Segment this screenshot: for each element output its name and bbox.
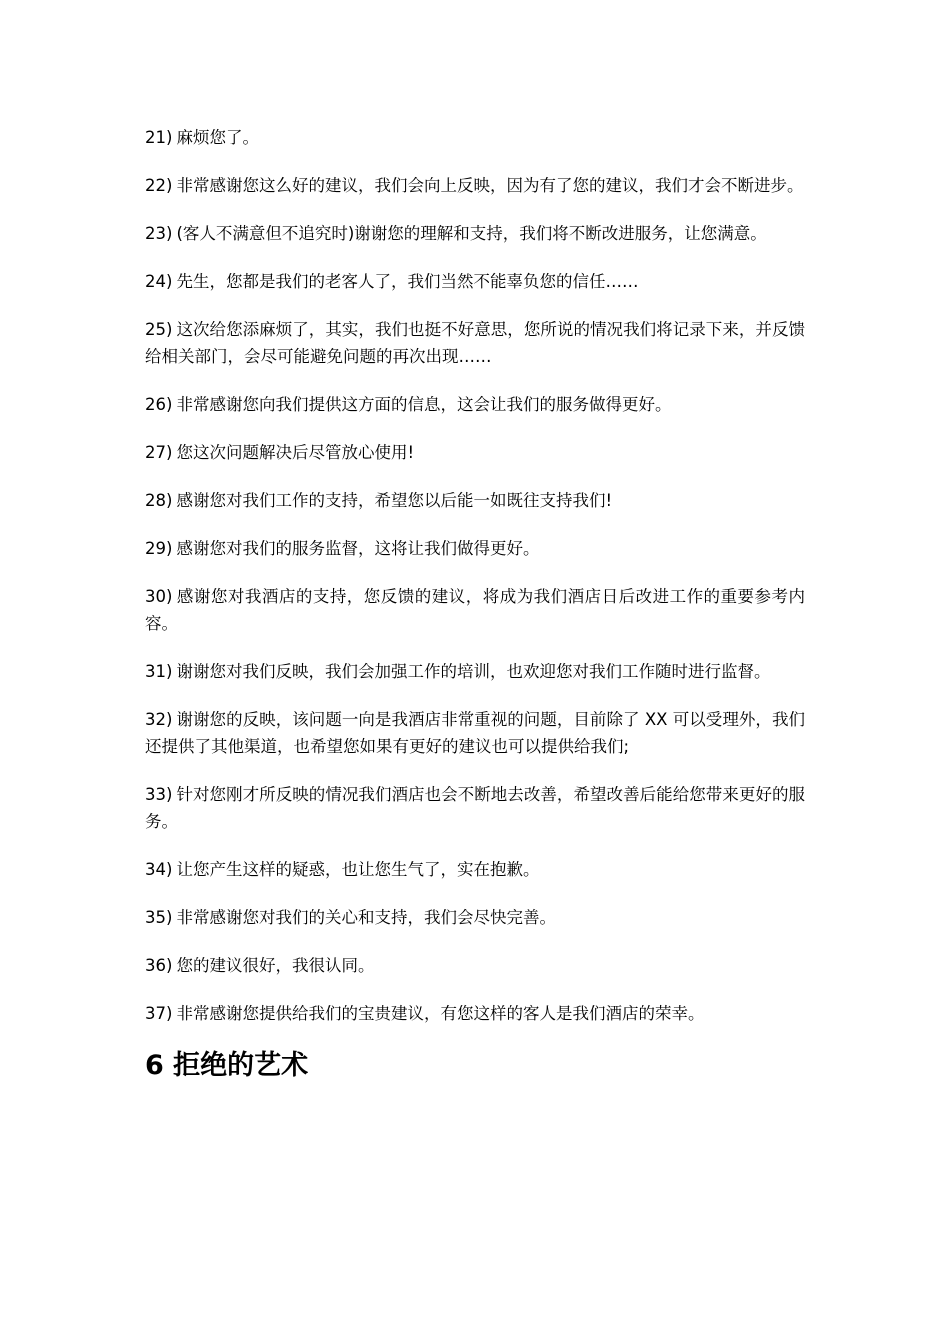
list-item-number: 30) bbox=[145, 587, 173, 606]
list-item bbox=[145, 172, 805, 199]
list-item bbox=[145, 952, 805, 979]
list-item-text: 针对您刚才所反映的情况我们酒店也会不断地去改善，希望改善后能给您带来更好的服务。 bbox=[145, 785, 805, 831]
list-item-text: 先生，您都是我们的老客人了，我们当然不能辜负您的信任…… bbox=[176, 272, 639, 291]
list-item-number: 25) bbox=[145, 320, 173, 339]
list-item-text: 感谢您对我们工作的支持，希望您以后能一如既往支持我们! bbox=[176, 491, 613, 510]
list-item bbox=[145, 124, 805, 151]
list-item bbox=[145, 1000, 805, 1027]
list-item-number: 35) bbox=[145, 908, 173, 927]
phrase-list bbox=[145, 124, 805, 1027]
list-item-number: 28) bbox=[145, 491, 173, 510]
list-item bbox=[145, 904, 805, 931]
list-item-number: 22) bbox=[145, 176, 173, 195]
list-item bbox=[145, 706, 805, 760]
list-item-text: 您这次问题解决后尽管放心使用! bbox=[176, 443, 415, 462]
list-item-text: (客人不满意但不追究时)谢谢您的理解和支持，我们将不断改进服务，让您满意。 bbox=[176, 224, 767, 243]
list-item bbox=[145, 268, 805, 295]
list-item-text: 感谢您对我们的服务监督，这将让我们做得更好。 bbox=[176, 539, 540, 558]
list-item-number: 33) bbox=[145, 785, 173, 804]
list-item-number: 34) bbox=[145, 860, 173, 879]
list-item-text: 谢谢您对我们反映，我们会加强工作的培训，也欢迎您对我们工作随时进行监督。 bbox=[176, 662, 771, 681]
list-item-text: 您的建议很好，我很认同。 bbox=[176, 956, 375, 975]
list-item-number: 32) bbox=[145, 710, 173, 729]
list-item-text: 非常感谢您向我们提供这方面的信息，这会让我们的服务做得更好。 bbox=[176, 395, 672, 414]
list-item-text: 让您产生这样的疑惑，也让您生气了，实在抱歉。 bbox=[176, 860, 540, 879]
list-item bbox=[145, 487, 805, 514]
list-item-number: 21) bbox=[145, 128, 173, 147]
list-item bbox=[145, 439, 805, 466]
list-item-text: 感谢您对我酒店的支持，您反馈的建议，将成为我们酒店日后改进工作的重要参考内容。 bbox=[145, 587, 805, 633]
list-item-number: 24) bbox=[145, 272, 173, 291]
list-item-number: 26) bbox=[145, 395, 173, 414]
list-item-number: 31) bbox=[145, 662, 173, 681]
list-item bbox=[145, 316, 805, 370]
list-item bbox=[145, 781, 805, 835]
document-body bbox=[145, 124, 805, 1084]
list-item-number: 29) bbox=[145, 539, 173, 558]
list-item-text: 谢谢您的反映，该问题一向是我酒店非常重视的问题，目前除了 XX 可以受理外，我们还提供了其他渠道，也希望您如果有更好的建议也可以提供给我们; bbox=[145, 710, 805, 756]
list-item bbox=[145, 391, 805, 418]
list-item-number: 23) bbox=[145, 224, 173, 243]
list-item-text: 非常感谢您对我们的关心和支持，我们会尽快完善。 bbox=[176, 908, 556, 927]
list-item bbox=[145, 220, 805, 247]
list-item-number: 37) bbox=[145, 1004, 173, 1023]
list-item bbox=[145, 583, 805, 637]
list-item-text: 非常感谢您提供给我们的宝贵建议，有您这样的客人是我们酒店的荣幸。 bbox=[176, 1004, 705, 1023]
list-item-text: 这次给您添麻烦了，其实，我们也挺不好意思，您所说的情况我们将记录下来，并反馈给相关部门，会尽可能避免问题的再次出现…… bbox=[145, 320, 805, 366]
section-heading: 6 拒绝的艺术 bbox=[145, 1050, 309, 1081]
list-item-number: 27) bbox=[145, 443, 173, 462]
list-item bbox=[145, 535, 805, 562]
list-item-text: 麻烦您了。 bbox=[176, 128, 259, 147]
list-item-text: 非常感谢您这么好的建议，我们会向上反映，因为有了您的建议，我们才会不断进步。 bbox=[176, 176, 804, 195]
list-item bbox=[145, 658, 805, 685]
list-item-number: 36) bbox=[145, 956, 173, 975]
list-item bbox=[145, 856, 805, 883]
